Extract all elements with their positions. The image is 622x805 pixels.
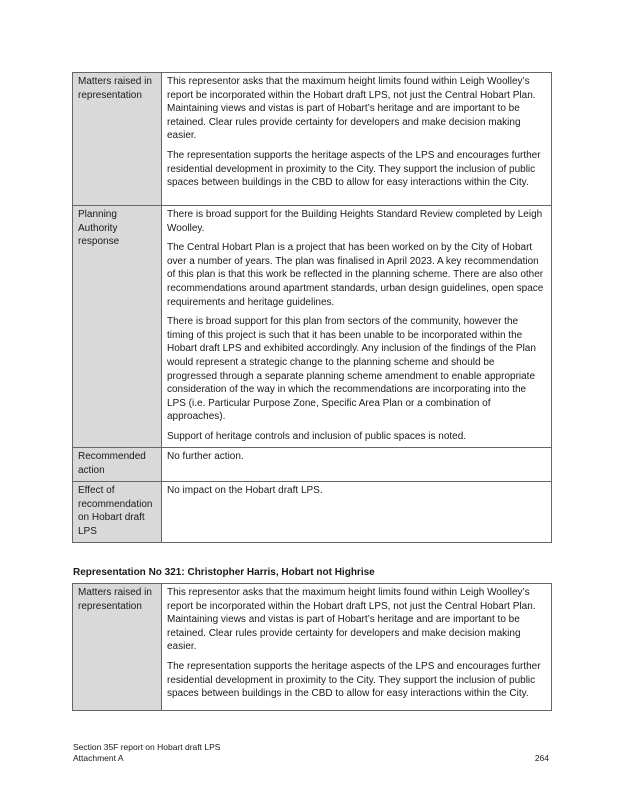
paragraph: The Central Hobart Plan is a project that has been worked on by the City of Hobart over a number of years. The plan was finalised in April 2023. A key recommendation of this plan is that this work be reflected in the planning scheme. There are also other recommendations around apartment standards, urban design guidelines, open space requirements and heritage guidelines.: [167, 242, 544, 308]
representation-table-2: [72, 583, 552, 711]
matters-text: [162, 73, 552, 206]
response-row: [73, 206, 552, 448]
matters-text: [162, 584, 552, 711]
representation-table-1: [72, 72, 552, 543]
paragraph: This representor asks that the maximum height limits found within Leigh Woolley’s report be incorporated within the Hobart draft LPS, not just the Central Hobart Plan. Maintaining views and vistas is part of Hobart’s heritage and are important to be retained. Clear rules provide certainty for developers and make decision making easier.: [167, 587, 536, 653]
page-number: 264: [534, 753, 549, 763]
page-footer: [73, 742, 549, 764]
paragraph: Support of heritage controls and inclusion of public spaces is noted.: [167, 430, 467, 442]
response-label: Planning Authority response: [73, 206, 162, 448]
action-text: No further action.: [162, 448, 552, 482]
paragraph: The representation supports the heritage aspects of the LPS and encourages further residential development in proximity to the City. They support the inclusion of public spaces between buildings in the CBD to allow for easy interactions within the City.: [167, 149, 541, 189]
footer-report-title: Section 35F report on Hobart draft LPS: [73, 742, 221, 752]
matters-row: [73, 73, 552, 206]
paragraph: The representation supports the heritage aspects of the LPS and encourages further residential development in proximity to the City. They support the inclusion of public spaces between buildings in the CBD to allow for easy interactions within the City.: [167, 660, 541, 700]
effect-label: Effect of recommendation on Hobart draft LPS: [73, 482, 162, 543]
matters-row: [73, 584, 552, 711]
paragraph: There is broad support for the Building Heights Standard Review completed by Leigh Woolley.: [167, 209, 543, 234]
effect-text: No impact on the Hobart draft LPS.: [162, 482, 552, 543]
matters-label: Matters raised in representation: [73, 73, 162, 206]
action-label: Recommended action: [73, 448, 162, 482]
effect-row: [73, 482, 552, 543]
matters-label: Matters raised in representation: [73, 584, 162, 711]
paragraph: This representor asks that the maximum height limits found within Leigh Woolley’s report be incorporated within the Hobart draft LPS, not just the Central Hobart Plan. Maintaining views and vistas is part of Hobart’s heritage and are important to be retained. Clear rules provide certainty for developers and make decision making easier.: [167, 76, 536, 142]
action-row: [73, 448, 552, 482]
response-text: [162, 206, 552, 448]
representation-heading: Representation No 321: Christopher Harris, Hobart not Highrise: [73, 567, 375, 578]
footer-attachment: Attachment A: [73, 753, 124, 763]
paragraph: There is broad support for this plan from sectors of the community, however the timing of this project is such that it has been unable to be incorporated within the Hobart draft LPS and exhibited accordingly. Any inclusion of the findings of the Plan would represent a strategic change to the planning scheme and should be progressed through a separate planning scheme amendment to enable appropriate consideration of the way in which the recommendations are incorporating into the LPS (i.e. Particular Purpose Zone, Specific Area Plan or a combination of approaches).: [167, 316, 536, 423]
